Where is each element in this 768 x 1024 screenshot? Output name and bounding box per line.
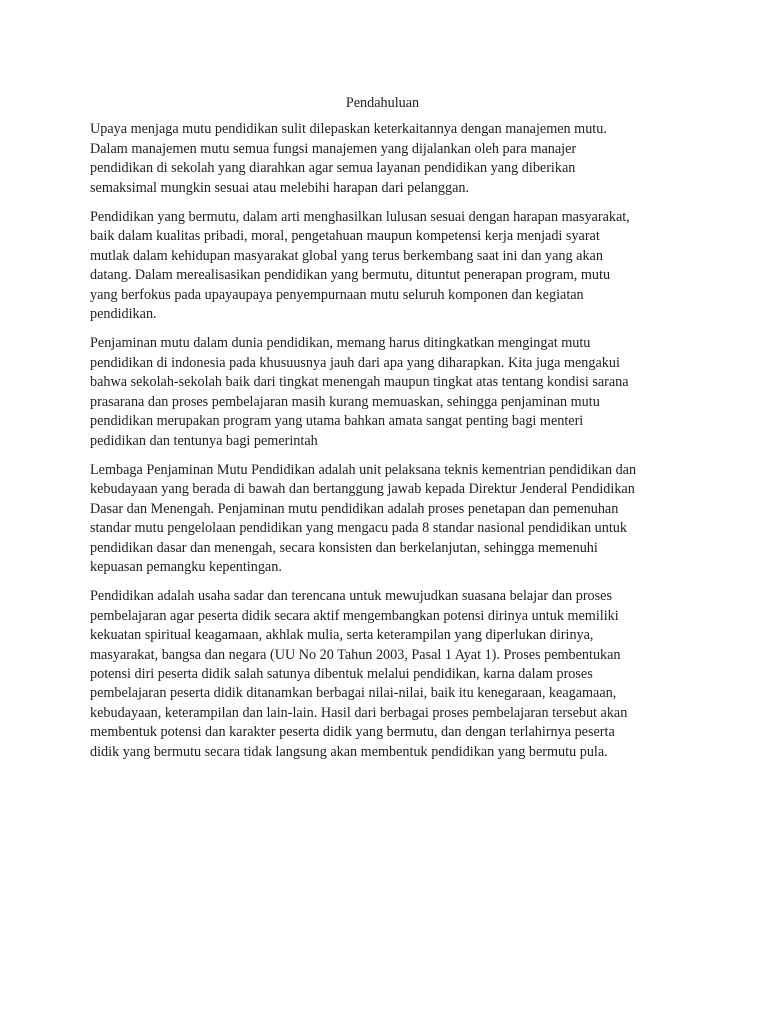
paragraph-line: pendidikan di sekolah yang diarahkan agar semua layanan pendidikan yang diberikan — [90, 160, 576, 177]
paragraph-line: kebudayaan yang berada di bawah dan bertanggung jawab kepada Direktur Jenderal Pendidikan — [90, 481, 635, 498]
paragraph-line: mutlak dalam kehidupan masyarakat global yang terus berkembang saat ini dan yang akan — [90, 247, 603, 264]
paragraph-line: kekuatan spiritual keagamaan, akhlak mulia, serta keterampilan yang diperlukan dirinya, — [90, 627, 594, 644]
paragraph-line: kepuasan pemangku kepentingan. — [90, 558, 282, 575]
paragraph-line: Pendidikan adalah usaha sadar dan terencana untuk mewujudkan suasana belajar dan proses — [90, 588, 612, 605]
paragraph-line: prasarana dan proses pembelajaran masih kurang memuaskan, sehingga penjaminan mutu — [90, 393, 600, 410]
paragraph-line: semaksimal mungkin sesuai atau melebihi harapan dari pelanggan. — [90, 179, 470, 196]
paragraph-line: Pendidikan yang bermutu, dalam arti menghasilkan lulusan sesuai dengan harapan masyarakat, — [90, 209, 630, 226]
paragraph-line: pedidikan dan tentunya bagi pemerintah — [90, 432, 318, 449]
paragraph-line: didik yang bermutu secara tidak langsung akan membentuk pendidikan yang bermutu pula. — [90, 743, 608, 760]
paragraph-line: membentuk potensi dan karakter peserta didik yang bermutu, dan dengan terlahirnya peserta — [90, 724, 615, 741]
paragraph-line: pembelajaran agar peserta didik secara aktif mengembangkan potensi dirinya untuk memiliki — [90, 607, 619, 624]
paragraph-line: Dasar dan Menengah. Penjaminan mutu pendidikan adalah proses penetapan dan pemenuhan — [90, 500, 619, 517]
paragraph-line: Upaya menjaga mutu pendidikan sulit dilepaskan keterkaitannya dengan manajemen mutu. — [90, 121, 607, 138]
paragraph-line: standar mutu pengelolaan pendidikan yang mengacu pada 8 standar nasional pendidikan untuk — [90, 520, 627, 537]
paragraph-line: masyarakat, bangsa dan negara (UU No 20 Tahun 2003, Pasal 1 Ayat 1). Proses pembentukan — [90, 646, 621, 663]
document-title: Pendahuluan — [345, 95, 420, 111]
paragraph-line: pendidikan. — [90, 306, 157, 323]
paragraph-line: pembelajaran peserta didik ditanamkan berbagai nilai-nilai, baik itu kenegaraan, keagamaan, — [90, 685, 617, 702]
paragraph-line: datang. Dalam merealisasikan pendidikan yang bermutu, dituntut penerapan program, mutu — [90, 267, 611, 284]
paragraph-line: pendidikan dasar dan menengah, secara konsisten dan berkelanjutan, sehingga memenuhi — [90, 539, 598, 556]
paragraph-line: yang berfokus pada upayaupaya penyempurnaan mutu seluruh komponen dan kegiatan — [90, 286, 584, 303]
paragraph-line: kebudayaan, keterampilan dan lain-lain. Hasil dari berbagai proses pembelajaran tersebut akan — [90, 704, 628, 721]
paragraph-4 — [90, 461, 675, 577]
paragraph-line: pendidikan di indonesia pada khusuusnya jauh dari apa yang diharapkan. Kita juga mengakui — [90, 354, 620, 371]
paragraph-line: bahwa sekolah-sekolah baik dari tingkat menengah maupun tingkat atas tentang kondisi sarana — [90, 374, 629, 391]
paragraph-1 — [90, 120, 675, 198]
paragraph-line: pendidikan merupakan program yang utama bahkan amata sangat penting bagi menteri — [90, 413, 584, 430]
paragraph-line: Penjaminan mutu dalam dunia pendidikan, memang harus ditingkatkan mengingat mutu — [90, 335, 591, 352]
paragraph-2 — [90, 208, 675, 324]
paragraph-line: Lembaga Penjaminan Mutu Pendidikan adalah unit pelaksana teknis kementrian pendidikan dan — [90, 461, 637, 478]
paragraph-line: Dalam manajemen mutu semua fungsi manajemen yang dijalankan oleh para manajer — [90, 140, 577, 157]
paragraph-line: potensi diri peserta didik salah satunya dibentuk melalui pendidikan, karna dalam proses — [90, 665, 593, 682]
document-body — [90, 94, 675, 772]
paragraph-line: baik dalam kualitas pribadi, moral, pengetahuan maupun kompetensi kerja menjadi syarat — [90, 228, 600, 245]
paragraph-5 — [90, 587, 675, 762]
paragraph-3 — [90, 334, 675, 450]
